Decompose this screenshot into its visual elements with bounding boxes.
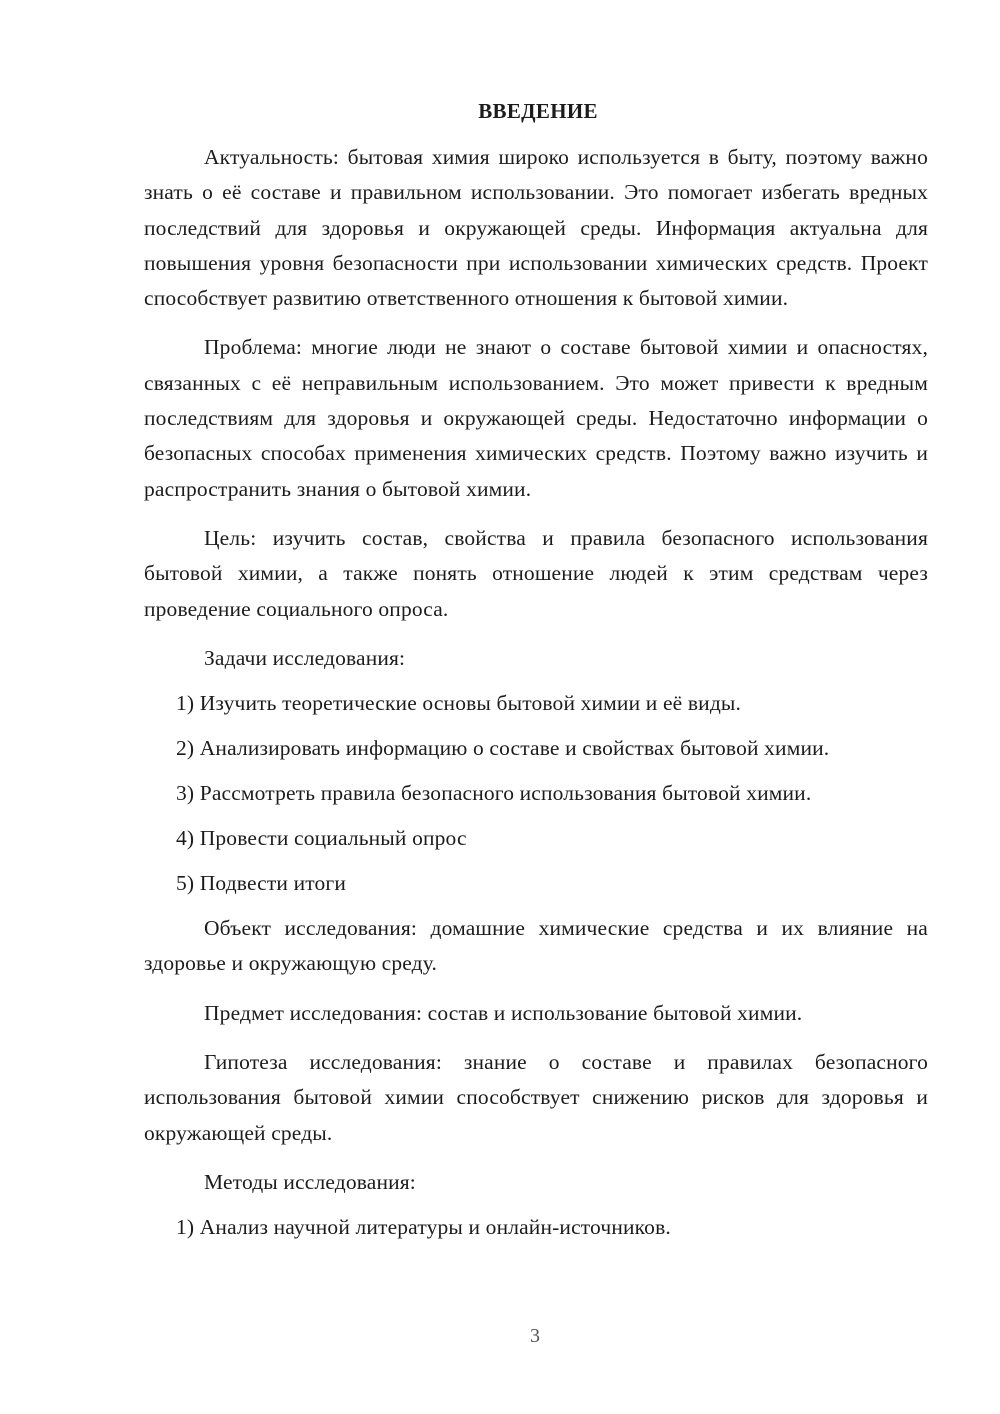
methods-list <box>144 1210 928 1245</box>
hypothesis-paragraph: Гипотеза исследования: знание о составе и правилах безопасного использования бытовой химии способствует снижению рисков для здоровья и окружающей среды. <box>144 1049 928 1145</box>
methods-heading: Методы исследования: <box>204 1169 416 1194</box>
task-item: 2) Анализировать информацию о составе и свойствах бытовой химии. <box>176 736 830 761</box>
tasks-heading: Задачи исследования: <box>204 645 406 670</box>
object-paragraph: Объект исследования: домашние химические средства и их влияние на здоровье и окружающую среду. <box>144 916 928 976</box>
tasks-list <box>144 686 928 901</box>
task-item: 5) Подвести итоги <box>176 871 347 896</box>
task-item: 3) Рассмотреть правила безопасного использования бытовой химии. <box>176 781 812 806</box>
method-item: 1) Анализ научной литературы и онлайн-источников. <box>176 1215 671 1240</box>
page-title: ВВЕДЕНИЕ <box>478 99 598 123</box>
page-content <box>144 96 928 1255</box>
task-item: 4) Провести социальный опрос <box>176 826 467 851</box>
goal-paragraph: Цель: изучить состав, свойства и правила безопасного использования бытовой химии, а также понять отношение людей к этим средствам через проведение социального опроса. <box>144 525 928 621</box>
subject-paragraph: Предмет исследования: состав и использование бытовой химии. <box>204 1000 803 1025</box>
relevance-paragraph: Актуальность: бытовая химия широко используется в быту, поэтому важно знать о её составе и правильном использовании. Это помогает избегать вредных последствий для здоровья и окружающей среды. Информация актуальна для повышения уровня безопасности при использовании химических средств. Проект способствует развитию ответственного отношения к бытовой химии. <box>144 145 928 311</box>
problem-paragraph: Проблема: многие люди не знают о составе бытовой химии и опасностях, связанных с её неправильным использованием. Это может привести к вредным последствиям для здоровья и окружающей среды. Недостаточно информации о безопасных способах применения химических средств. Поэтому важно изучить и распространить знания о бытовой химии. <box>144 335 928 501</box>
task-item: 1) Изучить теоретические основы бытовой химии и её виды. <box>176 691 742 716</box>
page-number: 3 <box>530 1325 540 1347</box>
